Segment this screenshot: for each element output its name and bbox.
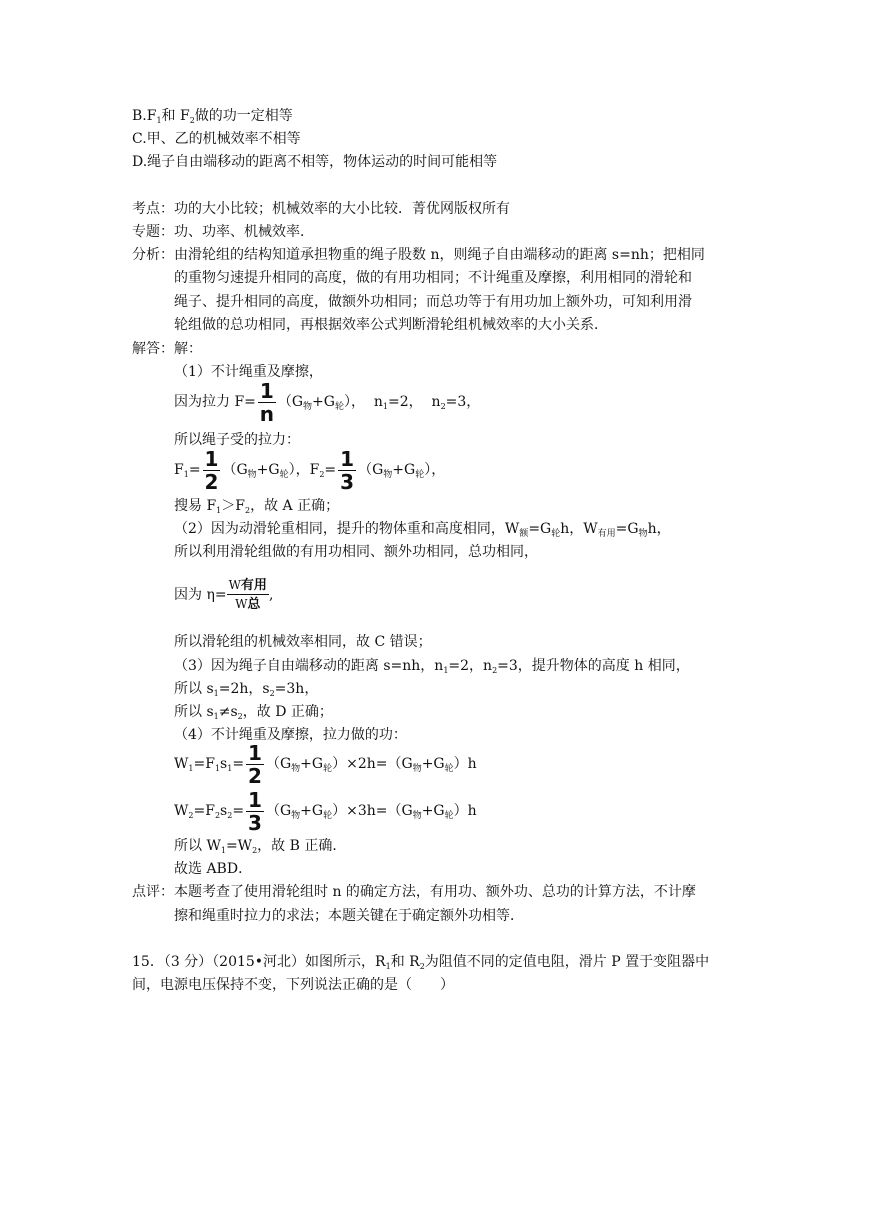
formula-pull-force: 因为拉力 F= $\frac{1}{n}$ $(G_物+G_轮)$， $n_1=2$， $n_2=3$， <box>174 378 481 426</box>
option-b: $B.F_1$和 $F_2$做的功一定相等 <box>132 108 293 125</box>
solution-step-3: （3）因为绳子自由端移动的距离 s=nh，$n_1=2$，$n_2=3$，提升物体的高度 h 相同， <box>174 658 690 675</box>
efficiency-fraction: $\frac{\text{W有用}}{\text{W总}}$ <box>228 578 267 612</box>
fenxi-line-2: 的重物匀速提升相同的高度，做的有用功相同；不计绳重及摩擦，利用相同的滑轮和 <box>174 270 692 286</box>
conclusion-c: 所以滑轮组的机械效率相同，故 C 错误； <box>174 634 432 650</box>
question-15-line-2: 间，电源电压保持不变，下列说法正确的是（ ） <box>132 977 454 993</box>
conclusion-a: 搜易 $F_1>F_2$，故 A 正确； <box>174 498 340 515</box>
formula-f1-f2: $F_1=$ $\frac{1}{2}$ $(G_物+G_轮)$，$F_2=$ $\frac{1}{3}$ $(G_物+G_轮)$， <box>174 446 446 494</box>
dianping-label: 点评： <box>132 884 174 900</box>
question-15-line-1: 15．（3 分）（2015•河北）如图所示，$R_1$和 $R_2$为阻值不同的定值电阻，滑片 P 置于变阻器中 <box>132 954 710 971</box>
option-d: D.绳子自由端移动的距离不相等，物体运动的时间可能相等 <box>132 154 498 170</box>
kaodian-line: 考点：功的大小比较；机械效率的大小比较．菁优网版权所有 <box>132 201 510 217</box>
formula-w1: $W_1=F_1s_1=$ $\frac{1}{2}$ $(G_物+G_轮)\times 2h=(G_物+G_轮)h$ <box>174 740 477 788</box>
fraction-w2-third: $\frac{1}{3}$ <box>248 787 262 835</box>
fraction-w1-half: $\frac{1}{2}$ <box>248 740 262 788</box>
dianping-line-2: 擦和绳重时拉力的求法；本题关键在于确定额外功相等． <box>174 908 524 924</box>
fenxi-line-4: 轮组做的总功相同，再根据效率公式判断滑轮组机械效率的大小关系． <box>174 317 608 333</box>
conclusion-b: 所以 $W_1=W_2$，故 B 正确． <box>174 838 347 855</box>
distance-line: 所以 $s_1=2h$，$s_2=3h$， <box>174 681 319 698</box>
dianping-line-1: 本题考查了使用滑轮组时 n 的确定方法，有用功、额外功、总功的计算方法，不计摩 <box>174 884 696 900</box>
work-same-line: 所以利用滑轮组做的有用功相同、额外功相同，总功相同， <box>174 544 538 560</box>
formula-w2: $W_2=F_2s_2=$ $\frac{1}{3}$ $(G_物+G_轮)\times 3h=(G_物+G_轮)h$ <box>174 787 477 835</box>
formula-efficiency: 因为 η= $\frac{\text{W有用}}{\text{W总}}$ , <box>174 578 274 612</box>
solution-step-1: （1）不计绳重及摩擦， <box>174 364 323 380</box>
solution-step-4: （4）不计绳重及摩擦，拉力做的功： <box>174 727 407 743</box>
fraction-one-half: $\frac{1}{2}$ <box>204 446 219 494</box>
fenxi-label: 分析： <box>132 247 174 263</box>
zhuanti-line: 专题：功、功率、机械效率． <box>132 224 314 240</box>
final-answer: 故选 ABD． <box>174 861 253 877</box>
option-c: C.甲、乙的机械效率不相等 <box>132 131 301 147</box>
fenxi-line-1: 由滑轮组的结构知道承担物重的绳子股数 n，则绳子自由端移动的距离 s=nh；把相同 <box>174 247 705 263</box>
fraction-one-over-n: $\frac{1}{n}$ <box>259 378 274 426</box>
rope-force-label: 所以绳子受的拉力： <box>174 432 300 448</box>
jieda-label: 解答：解： <box>132 341 202 357</box>
fraction-one-third: $\frac{1}{3}$ <box>340 446 355 494</box>
fenxi-line-3: 绳子、提升相同的高度，做额外功相同；而总功等于有用功加上额外功，可知利用滑 <box>174 294 692 310</box>
solution-step-2: （2）因为动滑轮重相同，提升的物体重和高度相同，$W_额=G_轮h$，$W_{有用}=G_物h$， <box>174 521 671 539</box>
conclusion-d: 所以 $s_1\ne s_2$，故 D 正确； <box>174 704 333 721</box>
